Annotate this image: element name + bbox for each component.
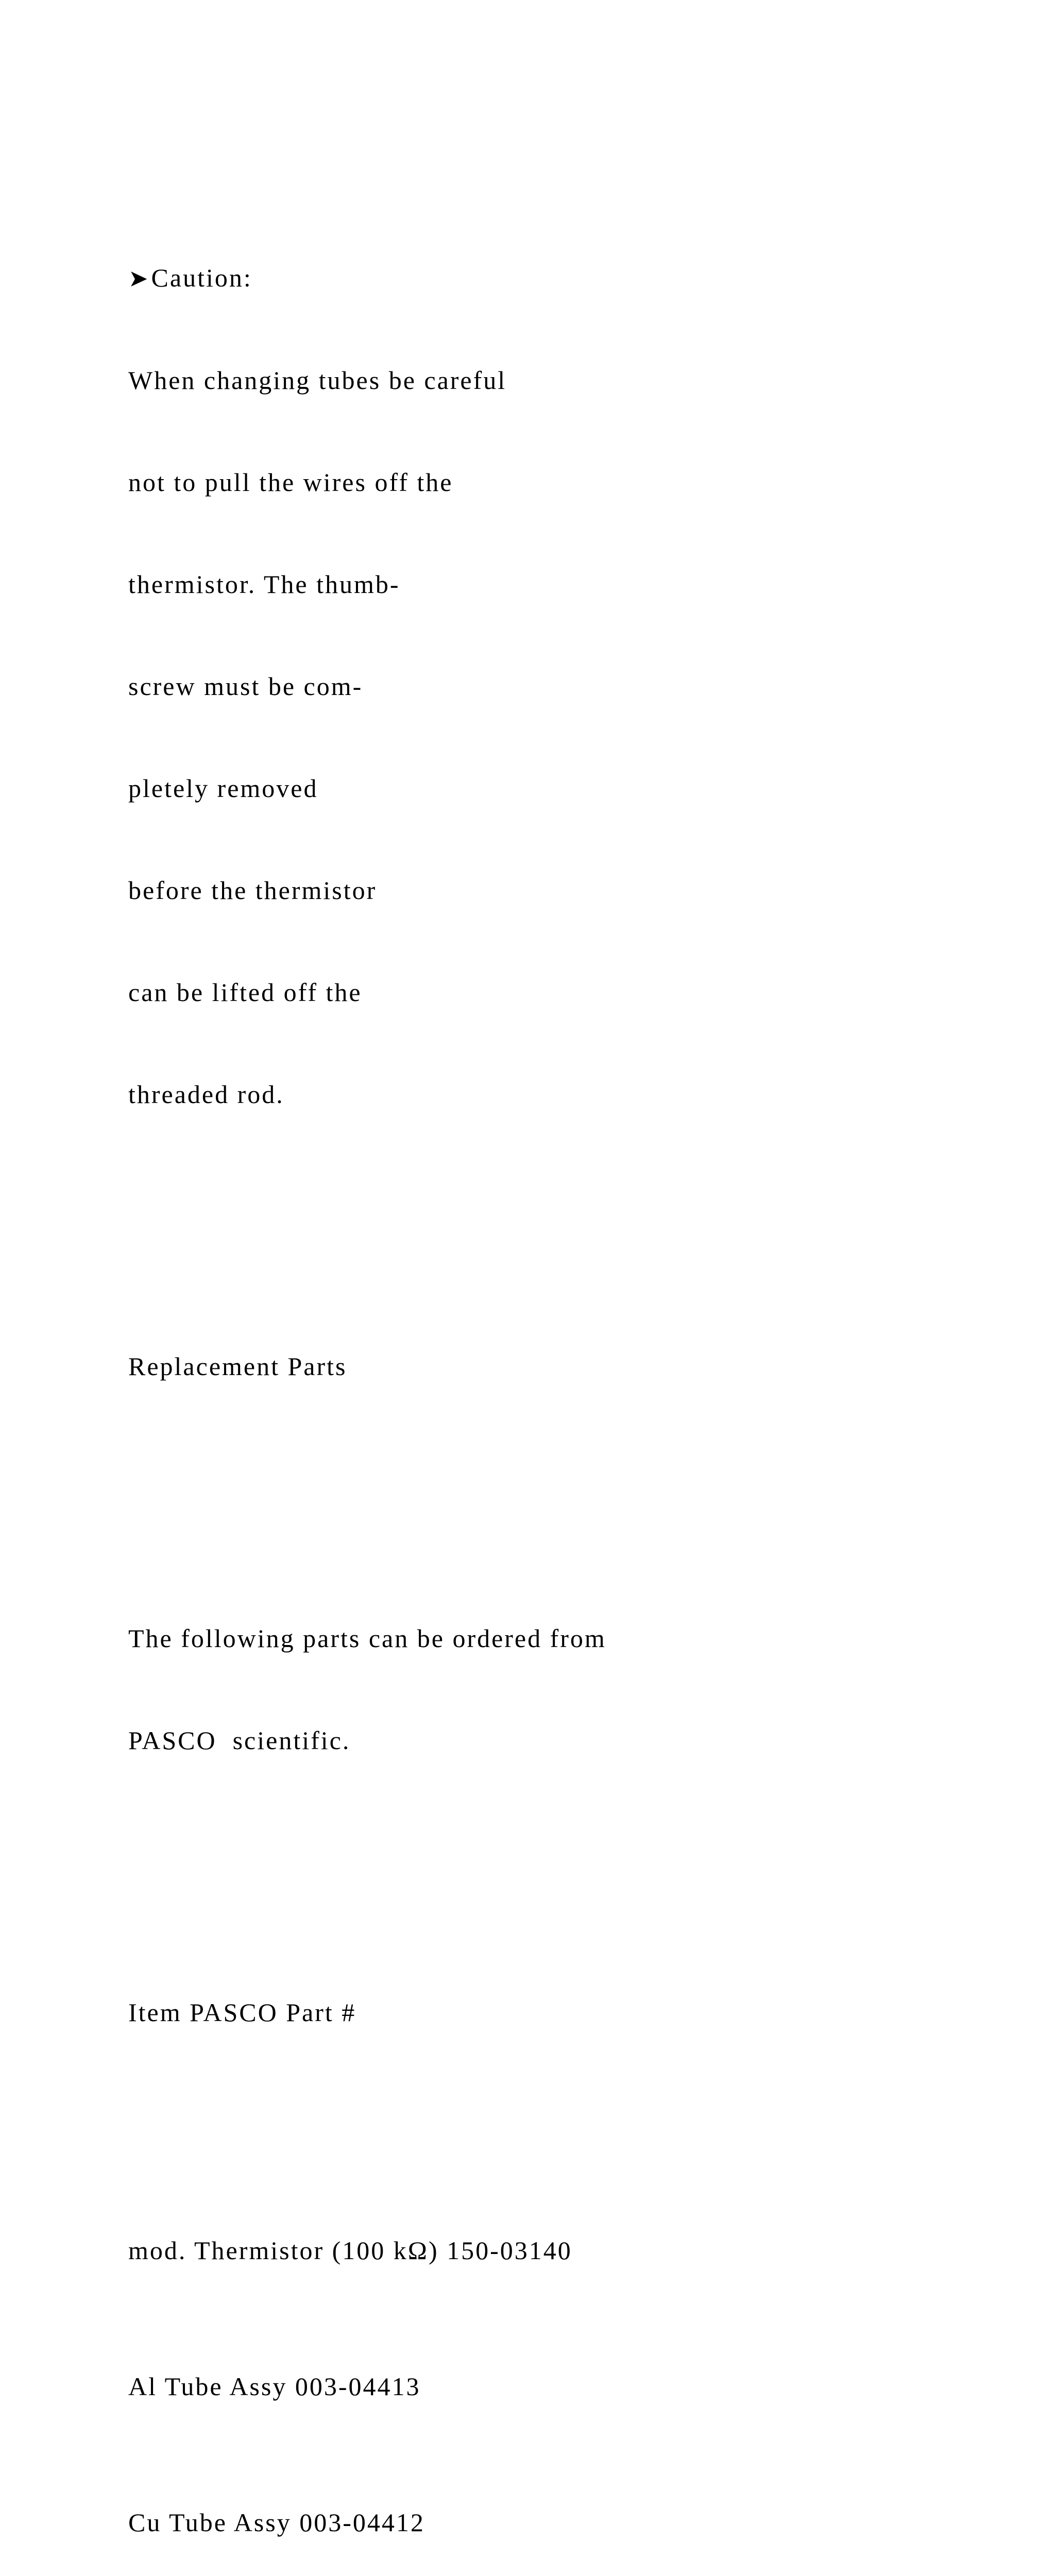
arrow-right-icon: ➤ [128,264,148,292]
section-heading: Replacement Parts [128,1352,347,1381]
spacer [128,1213,606,1247]
parts-row: Cu Tube Assy 003-04412 [128,2508,425,2537]
caution-line: before the thermistor [128,876,377,905]
caution-header [128,261,606,295]
caution-label: Caution: [151,263,252,292]
spacer [128,1859,606,1893]
caution-line: threaded rod. [128,1080,284,1109]
parts-row: Al Tube Assy 003-04413 [128,2372,421,2401]
parts-table-header: Item PASCO Part # [128,1998,356,2027]
caution-line: pletely removed [128,774,318,803]
caution-line: screw must be com- [128,672,363,701]
caution-line: can be lifted off the [128,978,362,1007]
parts-list [128,2165,606,2576]
caution-line: not to pull the wires off the [128,468,453,497]
caution-line: When changing tubes be careful [128,366,507,395]
parts-row: mod. Thermistor (100 kΩ) 150-03140 [128,2236,572,2265]
intro-line: PASCO scientific. [128,1726,351,1755]
caution-line: thermistor. The thumb- [128,570,400,599]
spacer [128,1485,606,1519]
intro-line: The following parts can be ordered from [128,1624,606,1653]
document-content [128,159,606,2576]
